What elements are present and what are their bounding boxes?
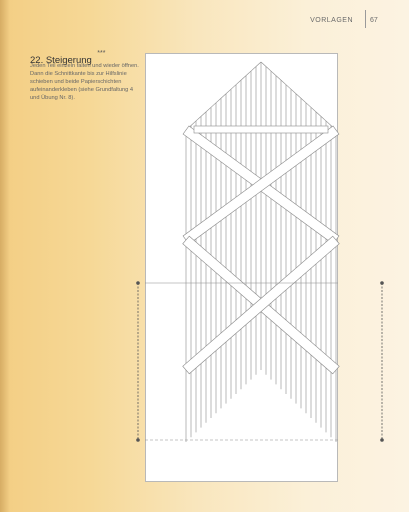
- template-strip-top: [291, 89, 296, 94]
- template-strip-top: [221, 94, 226, 99]
- section-label: VORLAGEN: [310, 17, 353, 24]
- template-strip-top: [261, 62, 266, 67]
- template-strip-top: [281, 80, 286, 85]
- template-strip-top: [191, 121, 196, 126]
- template-strip-top: [236, 80, 241, 85]
- template-strip-top: [306, 103, 311, 108]
- template-strip-top: [296, 94, 301, 99]
- template-strip-top: [316, 112, 321, 117]
- template-strip-top: [286, 85, 291, 90]
- template-strip-top: [211, 103, 216, 108]
- template-strip-top: [276, 76, 281, 81]
- template-strip-top: [216, 98, 221, 103]
- template-strip-top: [246, 71, 251, 76]
- template-strip-top: [231, 85, 236, 90]
- template-strip-top: [271, 71, 276, 76]
- instruction-text: Jeden Teil einzeln falten und wieder öffnen. Dann die Schnittkante bis zur Hilfslinie schieben und beide Papierschichten aufeinanderkleben (siehe Grundfaltung 4 und Übung Nr. 8).: [30, 63, 139, 101]
- template-fold-lines: [145, 283, 338, 440]
- template-strip-top: [241, 76, 246, 81]
- template-strip-top: [196, 116, 201, 121]
- template-strip-top: [226, 89, 231, 94]
- guide-dot: [137, 282, 140, 285]
- page-title: 22. Steigerung: [30, 55, 92, 66]
- template-strip-top: [326, 121, 331, 126]
- template-strip-top: [206, 107, 211, 112]
- template-strip-top: [201, 112, 206, 117]
- template-strip-top: [311, 107, 316, 112]
- guide-dot: [381, 282, 384, 285]
- page-number: 67: [370, 17, 378, 24]
- guide-dot: [137, 439, 140, 442]
- template-strip-top: [266, 67, 271, 72]
- template-strip-top: [256, 62, 261, 67]
- template-strip-top: [251, 67, 256, 72]
- template-strips: [186, 62, 336, 442]
- template-strip-top: [321, 116, 326, 121]
- lattice-top-band: [194, 126, 328, 133]
- template-strip-top: [301, 98, 306, 103]
- guide-dot: [381, 439, 384, 442]
- difficulty-stars: ***: [97, 50, 106, 57]
